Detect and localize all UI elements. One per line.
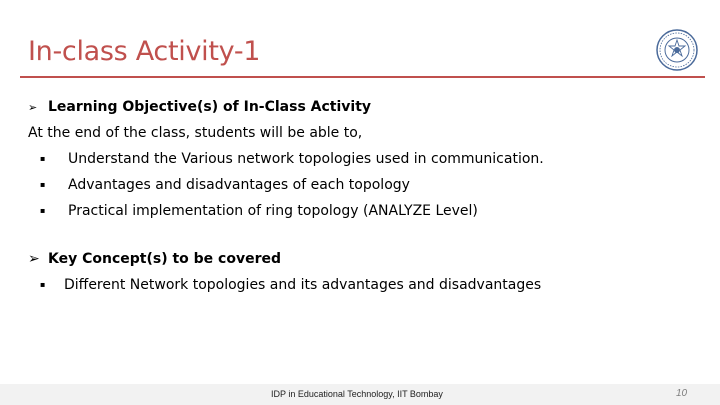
slide-title: In-class Activity-1	[28, 36, 261, 67]
intro-line: At the end of the class, students will be able to,	[28, 125, 363, 141]
footer-text: IDP in Educational Technology, IIT Bombay	[271, 389, 443, 399]
objective-heading-row	[28, 94, 698, 120]
slide-body	[28, 94, 698, 298]
title-divider	[20, 76, 705, 78]
list-item	[28, 146, 698, 172]
arrow-bullet-icon: ➢	[28, 251, 40, 267]
arrow-bullet-icon: ➢	[28, 101, 38, 114]
objective-text: Understand the Various network topologies used in communication.	[68, 151, 544, 167]
square-bullet-icon: ▪	[40, 180, 46, 189]
concept-text: Different Network topologies and its advantages and disadvantages	[64, 277, 542, 293]
list-item	[28, 272, 698, 298]
square-bullet-icon: ▪	[40, 154, 46, 163]
objective-text: Advantages and disadvantages of each topology	[68, 177, 410, 193]
page-number: 10	[676, 388, 688, 399]
objective-text: Practical implementation of ring topology (ANALYZE Level)	[68, 203, 478, 219]
institute-logo-icon	[655, 28, 699, 72]
concept-heading: Key Concept(s) to be covered	[48, 251, 282, 267]
square-bullet-icon: ▪	[40, 206, 46, 215]
list-item	[28, 172, 698, 198]
concept-heading-row	[28, 246, 698, 272]
objective-heading: Learning Objective(s) of In-Class Activity	[48, 99, 372, 115]
list-item	[28, 198, 698, 224]
square-bullet-icon: ▪	[40, 280, 46, 289]
